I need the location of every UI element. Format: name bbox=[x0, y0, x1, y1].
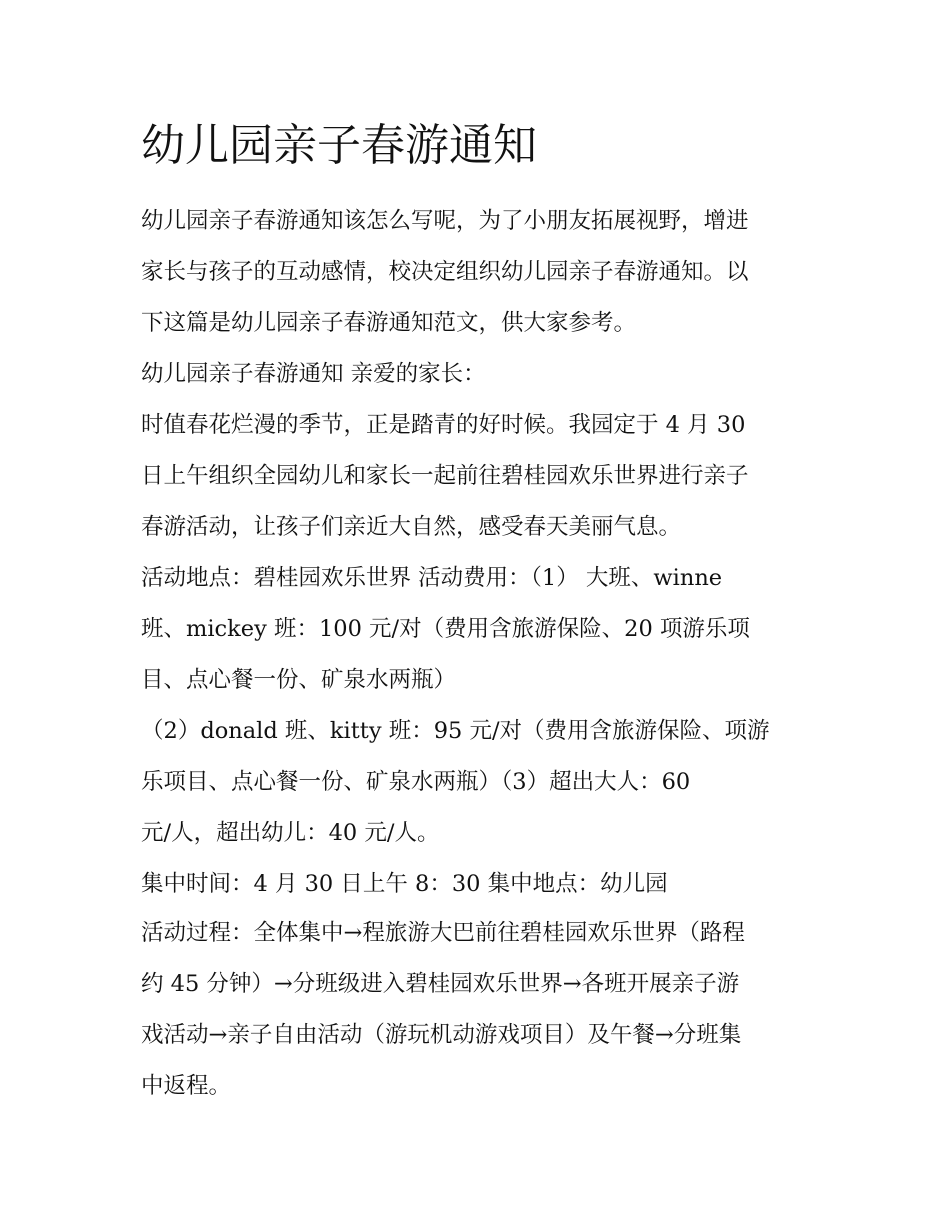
text-line-2: 家长与孩子的互动感情，校决定组织幼儿园亲子春游通知。以 bbox=[141, 259, 749, 285]
text-line-17: 戏活动→亲子自由活动（游玩机动游戏项目）及午餐→分班集 bbox=[141, 1022, 742, 1048]
text-line-10: 目、点心餐一份、矿泉水两瓶） bbox=[141, 667, 457, 693]
page-title: 幼儿园亲子春游通知 bbox=[141, 120, 537, 171]
text-line-7: 春游活动，让孩子们亲近大自然，感受春天美丽气息。 bbox=[141, 514, 682, 540]
text-line-14: 集中时间：4 月 30 日上午 8：30 集中地点：幼儿园 bbox=[141, 871, 668, 897]
text-line-15: 活动过程：全体集中→程旅游大巴前往碧桂园欢乐世界（路程 bbox=[141, 920, 745, 946]
text-line-12: 乐项目、点心餐一份、矿泉水两瓶）（3）超出大人：60 bbox=[141, 769, 691, 795]
text-line-6: 日上午组织全园幼儿和家长一起前往碧桂园欢乐世界进行亲子 bbox=[141, 463, 749, 489]
text-line-9: 班、mickey 班：100 元/对（费用含旅游保险、20 项游乐项 bbox=[141, 616, 750, 642]
text-line-13: 元/人，超出幼儿：40 元/人。 bbox=[141, 820, 440, 846]
text-line-3: 下这篇是幼儿园亲子春游通知范文，供大家参考。 bbox=[141, 310, 637, 336]
text-line-16: 约 45 分钟）→分班级进入碧桂园欢乐世界→各班开展亲子游 bbox=[141, 971, 740, 997]
text-line-8: 活动地点：碧桂园欢乐世界 活动费用：（1） 大班、winne bbox=[141, 565, 723, 591]
text-line-1: 幼儿园亲子春游通知该怎么写呢，为了小朋友拓展视野，增进 bbox=[141, 208, 749, 234]
text-line-11: （2）donald 班、kitty 班：95 元/对（费用含旅游保险、项游 bbox=[141, 718, 770, 744]
text-line-5: 时值春花烂漫的季节，正是踏青的好时候。我园定于 4 月 30 bbox=[141, 412, 746, 438]
text-line-18: 中返程。 bbox=[141, 1073, 232, 1099]
text-line-4: 幼儿园亲子春游通知 亲爱的家长： bbox=[141, 361, 486, 387]
